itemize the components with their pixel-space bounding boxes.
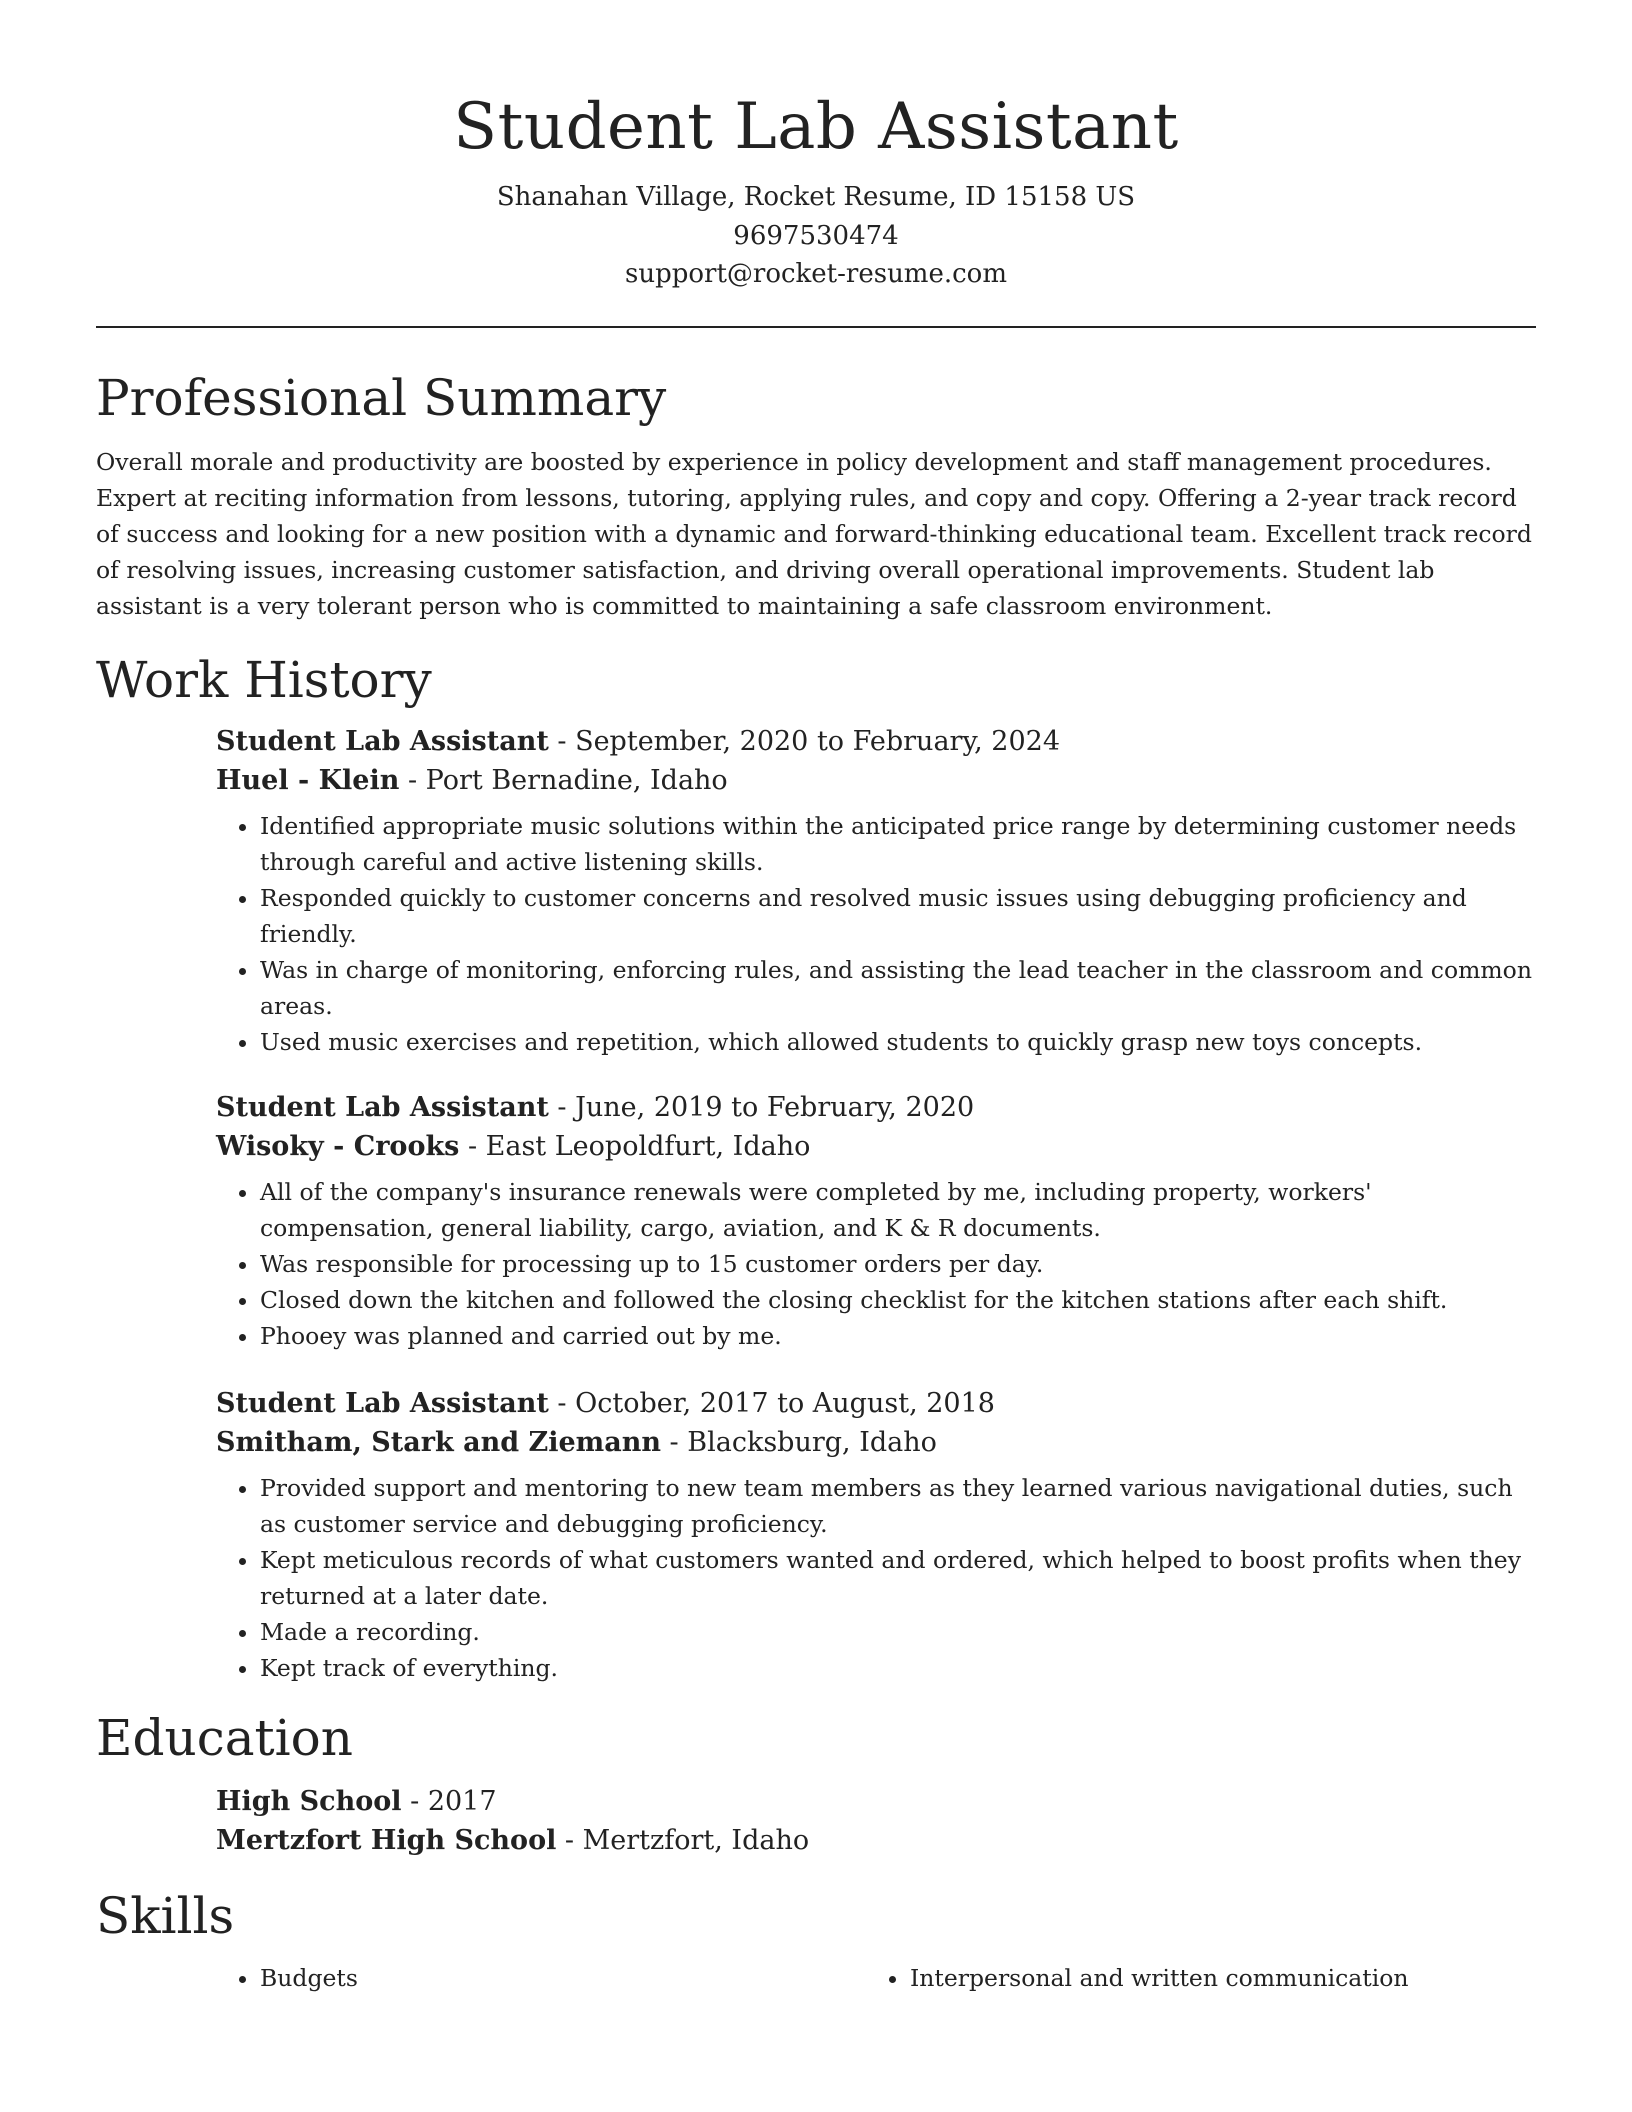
job-bullet: • Identified appropriate music solutions within the anticipated price range by determining customer needs through careful and active listening skills. bbox=[260, 808, 1536, 880]
job-company-line bbox=[216, 761, 1536, 800]
job-bullets bbox=[216, 808, 1536, 1060]
skill-item: • Budgets bbox=[260, 1960, 866, 1996]
section-title-education: Education bbox=[96, 1708, 353, 1767]
job-company: Smitham, Stark and Ziemann bbox=[216, 1426, 661, 1458]
job-location: - Port Bernadine, Idaho bbox=[399, 764, 728, 796]
job-bullet: • Made a recording. bbox=[260, 1614, 1536, 1650]
job-entry bbox=[216, 1088, 1536, 1354]
job-dates: - September, 2020 to February, 2024 bbox=[548, 725, 1060, 757]
skills-list-left bbox=[216, 1960, 866, 1996]
header-divider bbox=[96, 326, 1536, 328]
job-company: Wisoky - Crooks bbox=[216, 1130, 460, 1162]
job-company: Huel - Klein bbox=[216, 764, 400, 796]
job-dates: - October, 2017 to August, 2018 bbox=[548, 1387, 995, 1419]
skill-item: • Interpersonal and written communication bbox=[910, 1960, 1516, 1996]
education-degree-line bbox=[216, 1782, 1536, 1821]
education-degree: High School bbox=[216, 1785, 402, 1817]
job-title: Student Lab Assistant bbox=[216, 725, 549, 757]
job-location: - Blacksburg, Idaho bbox=[660, 1426, 937, 1458]
section-title-summary: Professional Summary bbox=[96, 368, 667, 427]
job-entry bbox=[216, 722, 1536, 1060]
job-dates: - June, 2019 to February, 2020 bbox=[548, 1091, 975, 1123]
job-company-line bbox=[216, 1127, 1536, 1166]
summary-text: Overall morale and productivity are boosted by experience in policy development and staff management procedures. Expert at reciting information from lessons, tutoring, applying rules, and copy and copy. Offering a 2-year track record of success and looking for a new position with a dynamic and forward-thinking educational team. Excellent track record of resolving issues, increasing customer satisfaction, and driving overall operational improvements. Student lab assistant is a very tolerant person who is committed to maintaining a safe classroom environment. bbox=[96, 447, 1532, 620]
job-bullet: • Kept meticulous records of what customers wanted and ordered, which helped to boost profits when they returned at a later date. bbox=[260, 1542, 1536, 1614]
job-bullet: • Was in charge of monitoring, enforcing rules, and assisting the lead teacher in the classroom and common areas. bbox=[260, 952, 1536, 1024]
job-bullet: • Provided support and mentoring to new team members as they learned various navigational duties, such as customer service and debugging proficiency. bbox=[260, 1470, 1536, 1542]
job-location: - East Leopoldfurt, Idaho bbox=[459, 1130, 811, 1162]
job-bullet: • Used music exercises and repetition, which allowed students to quickly grasp new toys concepts. bbox=[260, 1024, 1536, 1060]
education-school: Mertzfort High School bbox=[216, 1824, 557, 1856]
job-bullet: • All of the company's insurance renewals were completed by me, including property, workers' compensation, general liability, cargo, aviation, and K & R documents. bbox=[260, 1174, 1536, 1246]
job-entry bbox=[216, 1384, 1536, 1686]
contact-phone: 9697530474 bbox=[733, 220, 899, 251]
skills-columns bbox=[216, 1960, 1536, 1996]
education-school-line bbox=[216, 1821, 1536, 1860]
skills-list-right bbox=[866, 1960, 1516, 1996]
job-bullet: • Kept track of everything. bbox=[260, 1650, 1536, 1686]
skills-column-right bbox=[866, 1960, 1516, 1996]
skills-column-left bbox=[216, 1960, 866, 1996]
education-location: - Mertzfort, Idaho bbox=[556, 1824, 810, 1856]
job-bullets bbox=[216, 1470, 1536, 1686]
section-title-work-history: Work History bbox=[96, 650, 432, 709]
job-title-line bbox=[216, 1088, 1536, 1127]
section-title-skills: Skills bbox=[96, 1886, 235, 1945]
job-title: Student Lab Assistant bbox=[216, 1387, 549, 1419]
education-year: - 2017 bbox=[401, 1785, 497, 1817]
job-bullet: • Phooey was planned and carried out by me. bbox=[260, 1318, 1536, 1354]
contact-address: Shanahan Village, Rocket Resume, ID 15158 US bbox=[496, 182, 1136, 212]
job-bullet: • Closed down the kitchen and followed the closing checklist for the kitchen stations after each shift. bbox=[260, 1282, 1536, 1318]
candidate-name: Student Lab Assistant bbox=[453, 90, 1179, 164]
contact-email: support@rocket-resume.com bbox=[624, 259, 1007, 289]
resume-page bbox=[96, 0, 1536, 1996]
job-title: Student Lab Assistant bbox=[216, 1091, 549, 1123]
job-title-line bbox=[216, 1384, 1536, 1423]
education-entry bbox=[216, 1782, 1536, 1860]
job-bullets bbox=[216, 1174, 1536, 1354]
job-company-line bbox=[216, 1423, 1536, 1462]
job-title-line bbox=[216, 722, 1536, 761]
job-bullet: • Was responsible for processing up to 15 customer orders per day. bbox=[260, 1246, 1536, 1282]
job-bullet: • Responded quickly to customer concerns and resolved music issues using debugging proficiency and friendly. bbox=[260, 880, 1536, 952]
resume-header bbox=[96, 0, 1536, 294]
